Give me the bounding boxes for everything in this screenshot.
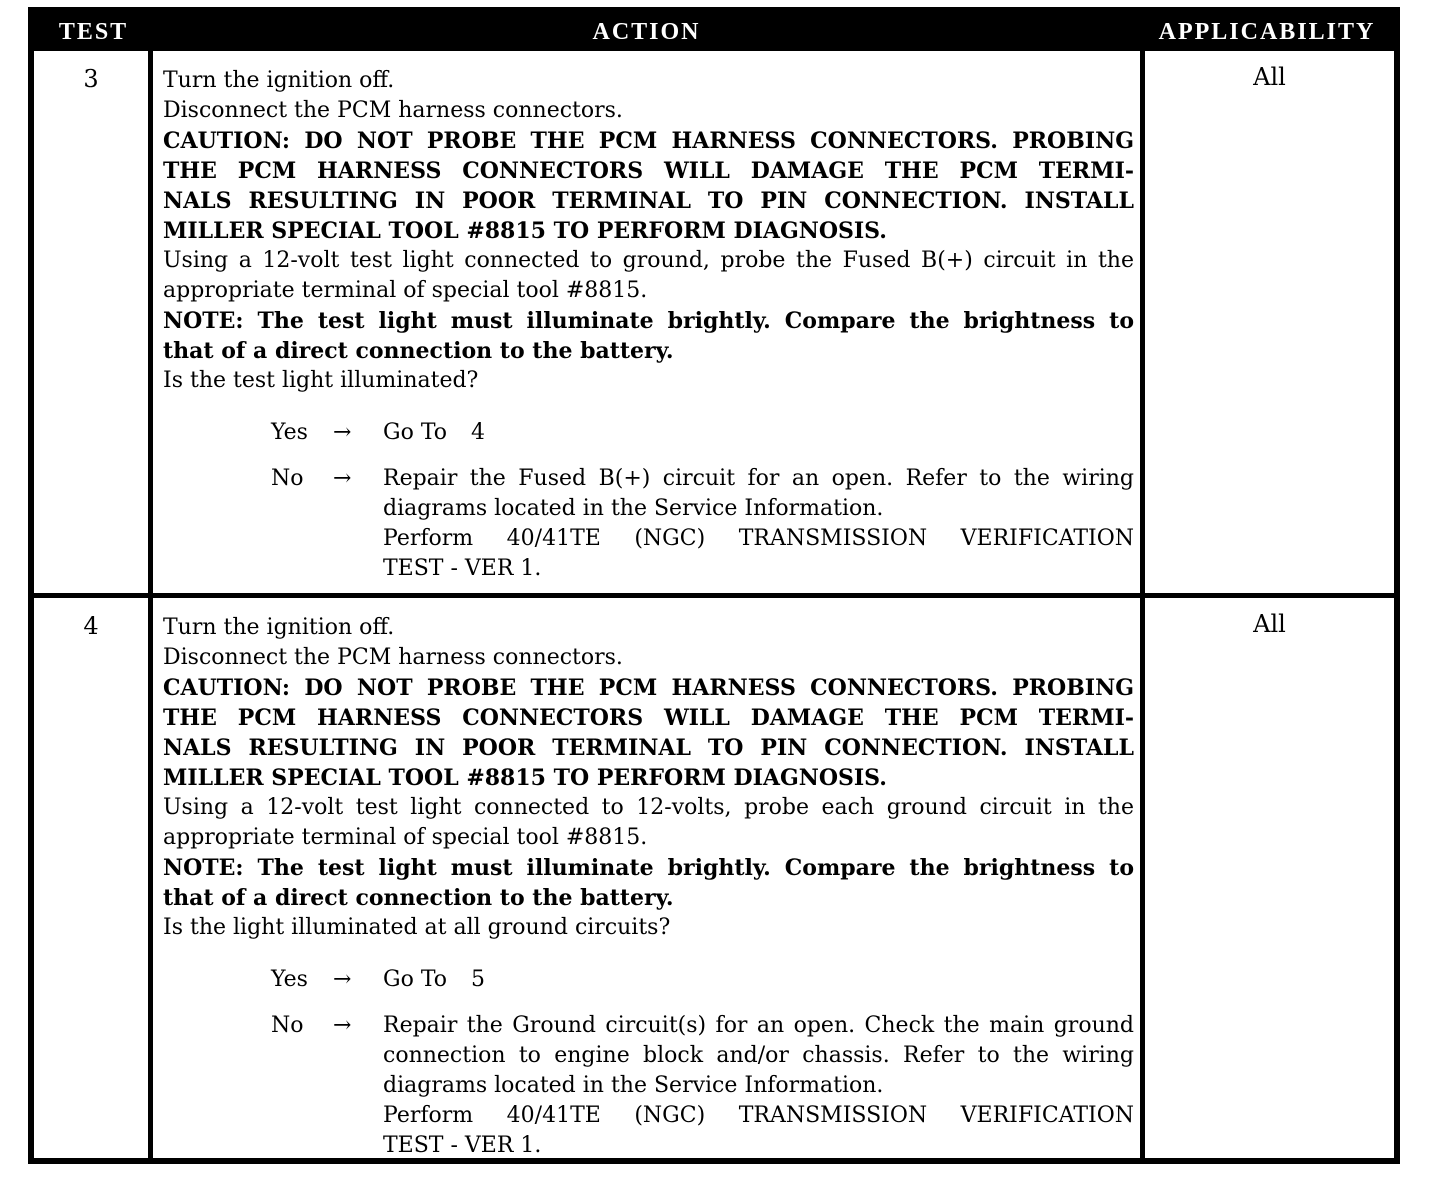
goto-text: Go To xyxy=(383,420,448,445)
action-line: CAUTION: DO NOT PROBE THE PCM HARNESS CONNECTORS. PROBING xyxy=(163,675,1134,701)
header-cell-applicability: APPLICABILITY xyxy=(1158,18,1376,45)
test-number-cell: 3 xyxy=(34,51,153,593)
action-line: THE PCM HARNESS CONNECTORS WILL DAMAGE THE PCM TERMI- xyxy=(163,705,1134,731)
goto-target: 5 xyxy=(471,967,486,992)
branch-no xyxy=(163,464,1134,584)
action-line: Turn the ignition off. xyxy=(163,68,395,93)
branch-yes xyxy=(163,965,1134,995)
applicability-cell: All xyxy=(1253,610,1286,638)
result-line: connection to engine block and/or chassis. Refer to the wiring xyxy=(383,1043,1134,1068)
branch-label: Yes xyxy=(271,967,308,992)
action-line: NALS RESULTING IN POOR TERMINAL TO PIN CONNECTION. INSTALL xyxy=(163,188,1134,214)
branch-label: Yes xyxy=(271,420,308,445)
branch-result xyxy=(383,418,1134,448)
action-line: Is the test light illuminated? xyxy=(163,368,479,393)
branch-no xyxy=(163,1011,1134,1161)
test-row xyxy=(34,593,1394,1161)
branch-result xyxy=(383,965,1134,995)
action-line: NOTE: The test light must illuminate brightly. Compare the brightness to xyxy=(163,308,1134,334)
action-cell xyxy=(153,598,1145,1161)
action-line: Using a 12-volt test light connected to 12-volts, probe each ground circuit in the xyxy=(163,795,1134,820)
result-line: Repair the Fused B(+) circuit for an open. Refer to the wiring xyxy=(383,466,1134,491)
applicability-cell: All xyxy=(1253,63,1286,91)
right-arrow-icon: → xyxy=(333,1013,352,1038)
result-line: Perform 40/41TE (NGC) TRANSMISSION VERIFICATION xyxy=(383,1103,1134,1128)
right-arrow-icon: → xyxy=(333,967,352,992)
table-header xyxy=(34,13,1394,51)
goto-text: Go To xyxy=(383,967,448,992)
action-line: NOTE: The test light must illuminate brightly. Compare the brightness to xyxy=(163,855,1134,881)
goto-target: 4 xyxy=(471,420,486,445)
action-line: Using a 12-volt test light connected to ground, probe the Fused B(+) circuit in the xyxy=(163,248,1134,273)
action-line: Is the light illuminated at all ground circuits? xyxy=(163,915,671,940)
right-arrow-icon: → xyxy=(333,420,352,445)
result-line: Repair the Ground circuit(s) for an open. Check the main ground xyxy=(383,1013,1134,1038)
action-line: CAUTION: DO NOT PROBE THE PCM HARNESS CONNECTORS. PROBING xyxy=(163,128,1134,154)
action-line: that of a direct connection to the battery. xyxy=(163,885,674,911)
test-number-cell: 4 xyxy=(34,598,153,1161)
action-line: MILLER SPECIAL TOOL #8815 TO PERFORM DIAGNOSIS. xyxy=(163,765,887,791)
result-line: diagrams located in the Service Information. xyxy=(383,1073,884,1098)
branch-result xyxy=(383,1011,1134,1161)
action-line: appropriate terminal of special tool #8815. xyxy=(163,278,648,303)
branch-result xyxy=(383,464,1134,584)
action-line: NALS RESULTING IN POOR TERMINAL TO PIN CONNECTION. INSTALL xyxy=(163,735,1134,761)
test-row xyxy=(34,51,1394,593)
action-line: Disconnect the PCM harness connectors. xyxy=(163,98,623,123)
diagnostic-table xyxy=(28,7,1400,1164)
action-line: Disconnect the PCM harness connectors. xyxy=(163,645,623,670)
action-line: THE PCM HARNESS CONNECTORS WILL DAMAGE THE PCM TERMI- xyxy=(163,158,1134,184)
branch-label: No xyxy=(271,466,304,491)
header-cell-test: TEST xyxy=(58,18,129,45)
header-cell-action: ACTION xyxy=(592,18,701,45)
branch-label: No xyxy=(271,1013,304,1038)
action-line: appropriate terminal of special tool #8815. xyxy=(163,825,648,850)
branch-yes xyxy=(163,418,1134,448)
result-line: Perform 40/41TE (NGC) TRANSMISSION VERIFICATION xyxy=(383,526,1134,551)
result-line: diagrams located in the Service Information. xyxy=(383,496,884,521)
result-line: TEST - VER 1. xyxy=(383,1133,542,1158)
action-line: Turn the ignition off. xyxy=(163,615,395,640)
action-line: that of a direct connection to the battery. xyxy=(163,338,674,364)
action-line: MILLER SPECIAL TOOL #8815 TO PERFORM DIAGNOSIS. xyxy=(163,218,887,244)
action-cell xyxy=(153,51,1145,593)
result-line: TEST - VER 1. xyxy=(383,556,542,581)
right-arrow-icon: → xyxy=(333,466,352,491)
